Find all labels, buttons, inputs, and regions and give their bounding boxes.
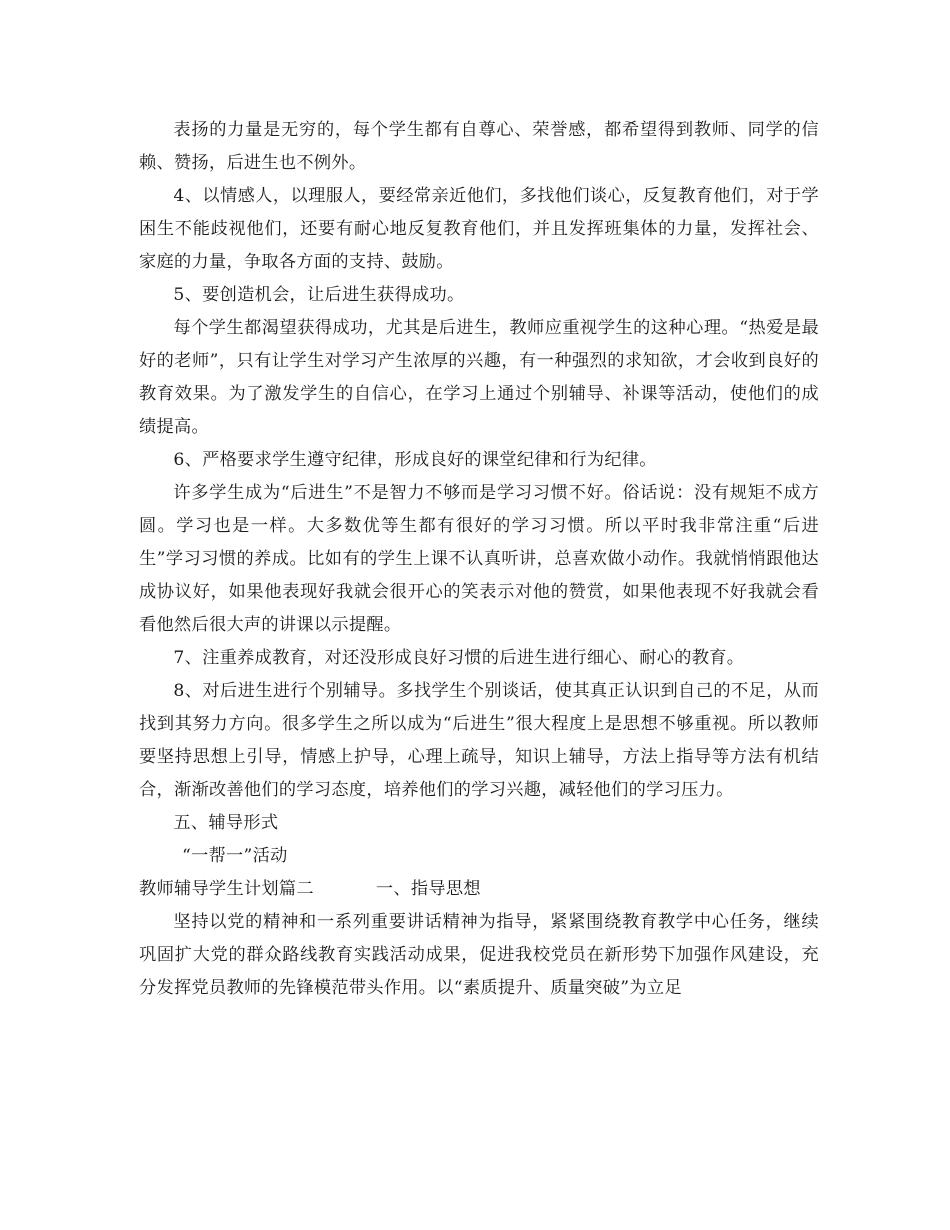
paragraph-point-8: 8、对后进生进行个别辅导。多找学生个别谈话，使其真正认识到自己的不足，从而找到其努力方向。很多学生之所以成为“后进生”很大程度上是思想不够重视。所以教师要坚持思想上引导，情感上护导，心理上疏导，知识上辅导，方法上指导等方法有机结合，渐渐改善他们的学习态度，培养他们的学习兴趣，减轻他们的学习压力。 [139, 681, 819, 800]
paragraph-guiding-ideology: 坚持以党的精神和一系列重要讲话精神为指导，紧紧围绕教育教学中心任务，继续巩固扩大党的群众路线教育实践活动成果，促进我校党员在新形势下加强作风建设，充分发挥党员教师的先锋模范带头作用。以“素质提升、质量突破”为立足 [139, 912, 819, 998]
paragraph-praise: 表扬的力量是无穷的，每个学生都有自尊心、荣誉感，都希望得到教师、同学的信赖、赞扬，后进生也不例外。 [139, 120, 819, 173]
section-subtitle: 一、指导思想 [375, 879, 481, 899]
paragraph-point-6: 6、严格要求学生遵守纪律，形成良好的课堂纪律和行为纪律。 [173, 450, 657, 470]
paragraph-habits: 许多学生成为“后进生”不是智力不够而是学习习惯不好。俗话说：没有规矩不成方圆。学习也是一样。大多数优等生都有很好的学习习惯。所以平时我非常注重“后进生”学习习惯的养成。比如有的学生上课不认真听讲，总喜欢做小动作。我就悄悄跟他达成协议好，如果他表现好我就会很开心的笑表示对他的赞赏，如果他表现不好我就会看看他然后很大声的讲课以示提醒。 [139, 483, 819, 635]
section-header-line [139, 873, 819, 906]
paragraph-success: 每个学生都渴望获得成功，尤其是后进生，教师应重视学生的这种心理。“热爱是最好的老师”，只有让学生对学习产生浓厚的兴趣，有一种强烈的求知欲，才会收到良好的教育效果。为了激发学生的自信心，在学习上通过个别辅导、补课等活动，使他们的成绩提高。 [139, 318, 819, 437]
paragraph-point-7: 7、注重养成教育，对还没形成良好习惯的后进生进行细心、耐心的教育。 [173, 648, 745, 668]
heading-guidance-form: 五、辅导形式 [173, 813, 279, 833]
paragraph-point-5: 5、要创造机会，让后进生获得成功。 [173, 285, 465, 305]
paragraph-one-help-one: “一帮一”活动 [182, 846, 288, 866]
section-gap [314, 873, 376, 906]
paragraph-point-4: 4、以情感人，以理服人，要经常亲近他们，多找他们谈心，反复教育他们，对于学困生不能歧视他们，还要有耐心地反复教育他们，并且发挥班集体的力量，发挥社会、家庭的力量，争取各方面的支持、鼓励。 [139, 186, 819, 272]
document-body [139, 114, 819, 1005]
section-title: 教师辅导学生计划篇二 [139, 879, 314, 899]
